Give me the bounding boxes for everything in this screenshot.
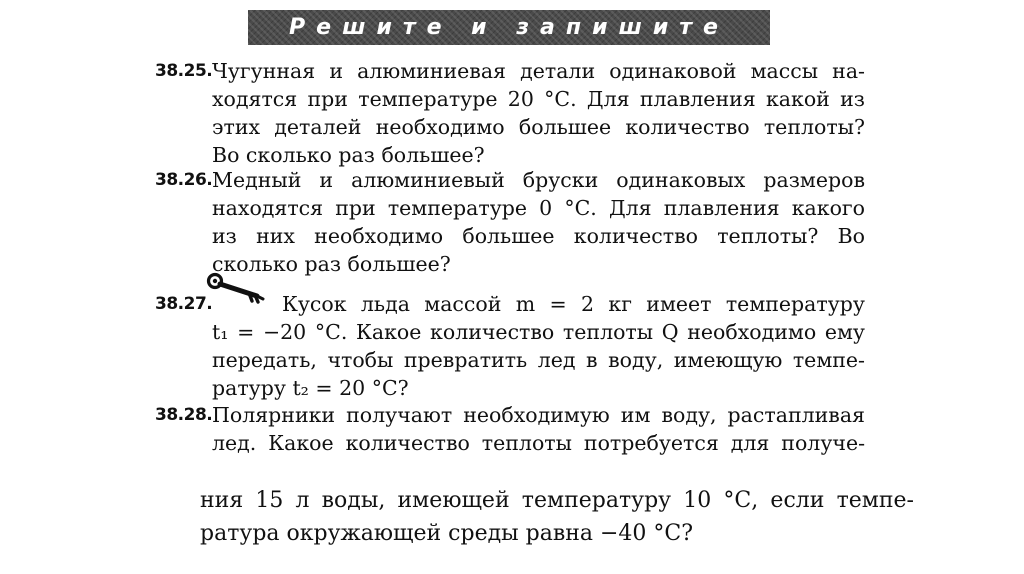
problem-text xyxy=(212,166,865,278)
problem-38-28-continuation xyxy=(200,484,914,550)
problem-number: 38.27. xyxy=(155,294,213,314)
problem-text xyxy=(212,290,865,402)
problem-number: 38.28. xyxy=(155,405,213,425)
text-line: Кусок льда массой m = 2 кг имеет температуру xyxy=(282,292,865,316)
banner-title: Решите и запишите xyxy=(289,15,729,40)
text-line: ходятся при температуре 20 °С. Для плавления какой из xyxy=(212,87,865,111)
text-line: Во сколько раз большее? xyxy=(212,143,485,167)
text-line: сколько раз большее? xyxy=(212,252,451,276)
problem-text xyxy=(212,401,865,457)
text-line: ратура окружающей среды равна −40 °С? xyxy=(200,521,694,546)
text-line: ратуру t₂ = 20 °С? xyxy=(212,376,409,400)
text-line: Полярники получают необходимую им воду, растапливая xyxy=(212,403,865,427)
problem-number: 38.25. xyxy=(155,61,213,81)
text-line: Медный и алюминиевый бруски одинаковых размеров xyxy=(212,168,865,192)
problem-text xyxy=(212,57,865,169)
text-line: находятся при температуре 0 °С. Для плавления какого xyxy=(212,196,865,220)
section-banner xyxy=(248,10,770,45)
text-line: из них необходимо большее количество теплоты? Во xyxy=(212,224,865,248)
problem-number: 38.26. xyxy=(155,170,213,190)
text-line: этих деталей необходимо большее количество теплоты? xyxy=(212,115,865,139)
text-line: лед. Какое количество теплоты потребуется для получе- xyxy=(212,431,865,455)
text-line: передать, чтобы превратить лед в воду, имеющую темпе- xyxy=(212,348,865,372)
text-line: t₁ = −20 °С. Какое количество теплоты Q необходимо ему xyxy=(212,320,865,344)
text-line: Чугунная и алюминиевая детали одинаковой массы на- xyxy=(212,59,865,83)
text-line: ния 15 л воды, имеющей температуру 10 °С, если темпе- xyxy=(200,488,914,513)
